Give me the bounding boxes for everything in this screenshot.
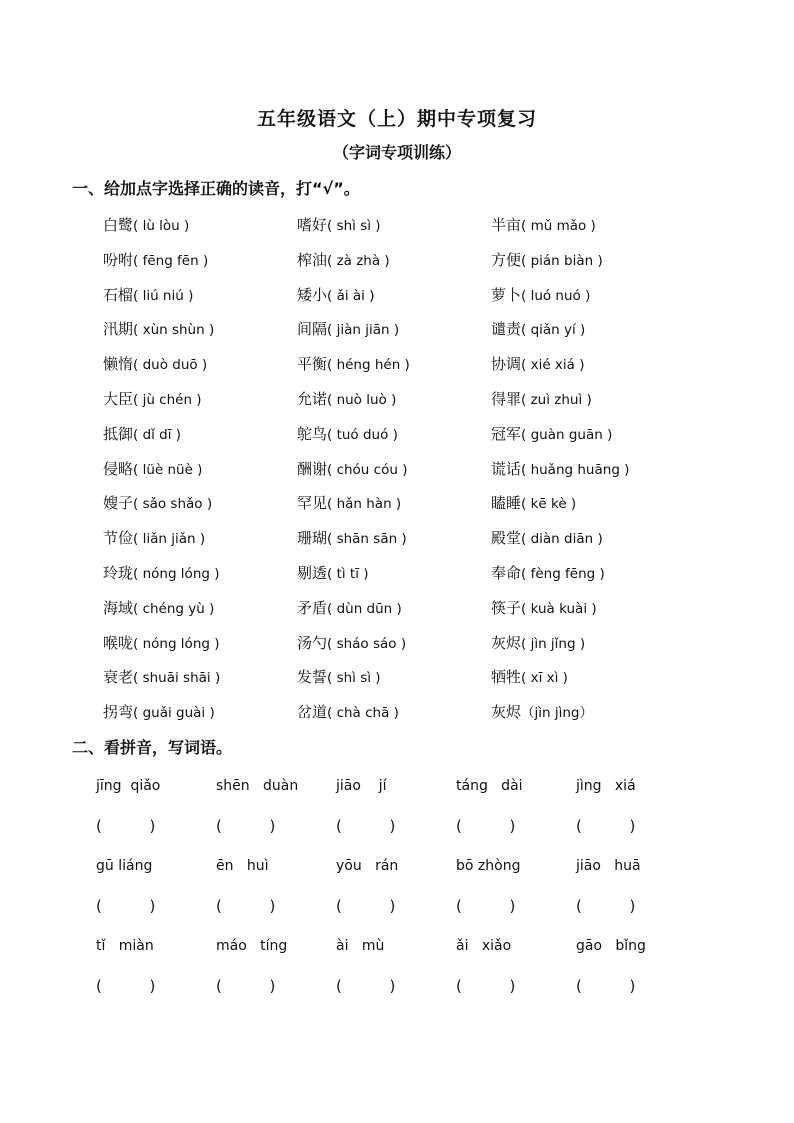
- pinyin-choice[interactable]: ( diàn diān ): [521, 531, 603, 548]
- word-item: [103, 417, 297, 452]
- answer-blank[interactable]: ( ): [96, 817, 156, 835]
- pinyin-prompt: ài mù: [336, 938, 385, 954]
- word-item: [103, 278, 297, 313]
- pinyin-row: [88, 938, 688, 954]
- pinyin-prompt: ēn huì: [216, 858, 269, 874]
- pinyin-choice[interactable]: ( guǎi guài ): [133, 705, 215, 722]
- answer-blank[interactable]: ( ): [576, 817, 636, 835]
- word-item: [103, 695, 297, 730]
- word-item: [297, 278, 491, 313]
- word-item: [491, 347, 697, 382]
- word-text: 谴责: [491, 320, 522, 339]
- word-text: 矮小: [297, 285, 328, 304]
- page-subtitle: （字词专项训练）: [332, 143, 461, 162]
- pinyin-choice[interactable]: ( qiǎn yí ): [521, 322, 586, 339]
- word-text: 侵略: [103, 459, 134, 478]
- word-item: [103, 486, 297, 521]
- pinyin-choice[interactable]: ( xī xì ): [521, 670, 568, 687]
- word-item: [491, 417, 697, 452]
- pinyin-choice[interactable]: ( jiàn jiān ): [327, 322, 400, 339]
- word-text: 协调: [491, 355, 522, 374]
- word-text: 衰老: [103, 668, 134, 687]
- word-text: 罕见: [297, 494, 328, 513]
- word-text: 海域: [103, 598, 134, 617]
- pinyin-choice[interactable]: ( ǎi ài ): [327, 287, 375, 304]
- word-text: 抵御: [103, 424, 134, 443]
- word-item: [103, 556, 297, 591]
- word-text: 方便: [491, 250, 522, 269]
- word-item: [491, 208, 697, 243]
- pinyin-choice[interactable]: ( sǎo shǎo ): [133, 496, 213, 513]
- word-item: [297, 591, 491, 626]
- pinyin-choice[interactable]: ( duò duō ): [133, 357, 208, 374]
- pinyin-choice[interactable]: ( sháo sáo ): [327, 635, 407, 652]
- word-item: [103, 208, 297, 243]
- word-text: 矛盾: [297, 598, 328, 617]
- answer-blank[interactable]: ( ): [456, 897, 516, 915]
- pinyin-prompt: gū liáng: [96, 858, 153, 874]
- pinyin-choice[interactable]: ( guàn guān ): [521, 426, 613, 443]
- word-item: [297, 417, 491, 452]
- word-item: [491, 486, 697, 521]
- pinyin-prompt: bō zhòng: [456, 858, 521, 874]
- word-item: [297, 626, 491, 661]
- word-text: 石榴: [103, 285, 134, 304]
- word-text: 冠军: [491, 424, 522, 443]
- pinyin-choice[interactable]: ( dǐ dī ): [133, 426, 182, 443]
- pinyin-choice[interactable]: ( zà zhà ): [327, 252, 390, 269]
- word-text: 得罪: [491, 389, 522, 408]
- answer-row: [96, 817, 696, 835]
- word-item: [491, 312, 697, 347]
- answer-row: [96, 897, 696, 915]
- pinyin-choice[interactable]: ( nóng lóng ): [133, 635, 220, 652]
- pinyin-choice[interactable]: ( liǎn jiǎn ): [133, 531, 206, 548]
- word-text: 玲珑: [103, 563, 134, 582]
- answer-blank[interactable]: ( ): [336, 897, 396, 915]
- pinyin-choice[interactable]: ( fèng fēng ): [521, 565, 605, 582]
- word-text: 节俭: [103, 529, 134, 548]
- pinyin-choice[interactable]: ( chéng yù ): [133, 600, 215, 617]
- pinyin-choice[interactable]: ( nuò luò ): [327, 391, 397, 408]
- pinyin-prompt: jīng qiǎo: [96, 778, 161, 794]
- word-text: 殿堂: [491, 529, 522, 548]
- word-item: [297, 695, 491, 730]
- word-item: [297, 486, 491, 521]
- word-text: 酬谢: [297, 459, 328, 478]
- section-2-heading: 二、看拼音，写词语。: [72, 738, 233, 757]
- word-item: [297, 208, 491, 243]
- word-item: [491, 452, 697, 487]
- word-item: [297, 660, 491, 695]
- answer-blank[interactable]: ( ): [96, 897, 156, 915]
- word-item: [491, 243, 697, 278]
- pinyin-choice[interactable]: （jìn jìng）: [521, 705, 593, 722]
- word-item: [297, 452, 491, 487]
- pinyin-choice[interactable]: ( zuì zhuì ): [521, 391, 592, 408]
- answer-blank[interactable]: ( ): [456, 817, 516, 835]
- word-item: [103, 591, 297, 626]
- answer-blank[interactable]: ( ): [576, 977, 636, 995]
- pinyin-prompt: jiāo jí: [336, 778, 387, 794]
- pinyin-prompt: máo tíng: [216, 938, 288, 954]
- word-text: 榨油: [297, 250, 328, 269]
- word-text: 拐弯: [103, 703, 134, 722]
- word-text: 白鹭: [103, 216, 134, 234]
- answer-blank[interactable]: ( ): [576, 897, 636, 915]
- word-text: 嫂子: [103, 494, 134, 513]
- word-text: 平衡: [297, 355, 328, 374]
- pinyin-choice[interactable]: ( chà chā ): [327, 705, 399, 722]
- pinyin-prompt: gāo bǐng: [576, 938, 646, 954]
- answer-row: [96, 977, 696, 995]
- pinyin-choice[interactable]: ( luó nuó ): [521, 287, 591, 304]
- pinyin-choice[interactable]: ( tì tī ): [327, 565, 369, 582]
- word-text: 喉咙: [103, 633, 134, 652]
- pinyin-choice[interactable]: ( héng hén ): [327, 357, 410, 374]
- pronunciation-grid: [103, 208, 697, 730]
- word-text: 岔道: [297, 703, 328, 722]
- pinyin-choice[interactable]: ( liú niú ): [133, 287, 194, 304]
- answer-blank[interactable]: ( ): [216, 977, 276, 995]
- word-item: [297, 521, 491, 556]
- word-item: [491, 521, 697, 556]
- pinyin-prompt: shēn duàn: [216, 778, 299, 794]
- word-item: [491, 278, 697, 313]
- word-text: 吩咐: [103, 250, 134, 269]
- pinyin-choice[interactable]: ( lüè nüè ): [133, 461, 203, 478]
- pinyin-choice[interactable]: ( shì sì ): [327, 218, 381, 234]
- word-text: 鸵鸟: [297, 424, 328, 443]
- word-text: 汛期: [103, 320, 134, 339]
- answer-blank[interactable]: ( ): [336, 977, 396, 995]
- word-text: 间隔: [297, 320, 328, 339]
- pinyin-choice[interactable]: ( tuó duó ): [327, 426, 398, 443]
- answer-blank[interactable]: ( ): [96, 977, 156, 995]
- pinyin-choice[interactable]: ( hǎn hàn ): [327, 496, 402, 513]
- word-text: 灰烬: [491, 703, 522, 722]
- word-item: [103, 452, 297, 487]
- answer-blank[interactable]: ( ): [216, 817, 276, 835]
- word-text: 珊瑚: [297, 529, 328, 548]
- word-item: [491, 591, 697, 626]
- word-text: 筷子: [491, 598, 522, 617]
- word-item: [297, 312, 491, 347]
- word-text: 懒惰: [103, 355, 134, 374]
- pinyin-prompt: jiāo huā: [576, 858, 641, 874]
- pinyin-prompt: yōu rán: [336, 858, 399, 874]
- pinyin-choice[interactable]: ( xùn shùn ): [133, 322, 215, 339]
- word-text: 瞌睡: [491, 494, 522, 513]
- word-text: 大臣: [103, 389, 134, 408]
- pinyin-choice[interactable]: ( shān sān ): [327, 531, 407, 548]
- pinyin-prompt: táng dài: [456, 778, 523, 794]
- answer-blank[interactable]: ( ): [336, 817, 396, 835]
- word-text: 允诺: [297, 389, 328, 408]
- word-item: [103, 521, 297, 556]
- word-item: [297, 382, 491, 417]
- word-text: 发誓: [297, 668, 328, 687]
- word-item: [491, 695, 697, 730]
- answer-blank[interactable]: ( ): [456, 977, 516, 995]
- pinyin-choice[interactable]: ( dùn dūn ): [327, 600, 402, 617]
- pinyin-choice[interactable]: ( shì sì ): [327, 670, 381, 687]
- word-text: 半亩: [491, 216, 522, 234]
- word-item: [103, 243, 297, 278]
- pinyin-choice[interactable]: ( lù lòu ): [133, 218, 190, 234]
- word-text: 萝卜: [491, 285, 522, 304]
- pinyin-choice[interactable]: ( xié xiá ): [521, 357, 585, 374]
- pinyin-choice[interactable]: ( shuāi shāi ): [133, 670, 221, 687]
- page-title: 五年级语文（上）期中专项复习: [256, 108, 537, 130]
- pinyin-choice[interactable]: ( chóu cóu ): [327, 461, 408, 478]
- word-item: [297, 243, 491, 278]
- pinyin-choice[interactable]: ( kē kè ): [521, 496, 577, 513]
- word-item: [103, 312, 297, 347]
- pinyin-choice[interactable]: ( nóng lóng ): [133, 565, 220, 582]
- word-item: [297, 556, 491, 591]
- pinyin-choice[interactable]: ( huǎng huāng ): [521, 461, 630, 478]
- word-item: [491, 382, 697, 417]
- word-text: 谎话: [491, 459, 522, 478]
- word-text: 剔透: [297, 563, 328, 582]
- pinyin-choice[interactable]: ( kuà kuài ): [521, 600, 597, 617]
- pinyin-choice[interactable]: ( pián biàn ): [521, 252, 603, 269]
- section-1-heading: 一、给加点字选择正确的读音，打“√”。: [72, 179, 360, 198]
- word-text: 汤勺: [297, 633, 328, 652]
- word-text: 灰烬: [491, 633, 522, 652]
- answer-blank[interactable]: ( ): [216, 897, 276, 915]
- word-text: 牺牲: [491, 668, 522, 687]
- pinyin-choice[interactable]: ( jìn jǐng ): [521, 635, 586, 652]
- pinyin-row: [88, 778, 688, 794]
- pinyin-choice[interactable]: ( jù chén ): [133, 391, 202, 408]
- pinyin-prompt: jìng xiá: [576, 778, 636, 794]
- word-item: [491, 556, 697, 591]
- word-item: [491, 626, 697, 661]
- word-text: 嗜好: [297, 216, 328, 234]
- word-item: [103, 626, 297, 661]
- pinyin-row: [88, 858, 688, 874]
- word-text: 奉命: [491, 563, 522, 582]
- word-item: [297, 347, 491, 382]
- word-item: [491, 660, 697, 695]
- pinyin-choice[interactable]: ( mǔ mǎo ): [521, 218, 596, 234]
- pinyin-choice[interactable]: ( fēng fēn ): [133, 252, 209, 269]
- word-item: [103, 347, 297, 382]
- pinyin-prompt: tǐ miàn: [96, 938, 154, 954]
- word-item: [103, 382, 297, 417]
- word-item: [103, 660, 297, 695]
- pinyin-prompt: ǎi xiǎo: [456, 938, 512, 954]
